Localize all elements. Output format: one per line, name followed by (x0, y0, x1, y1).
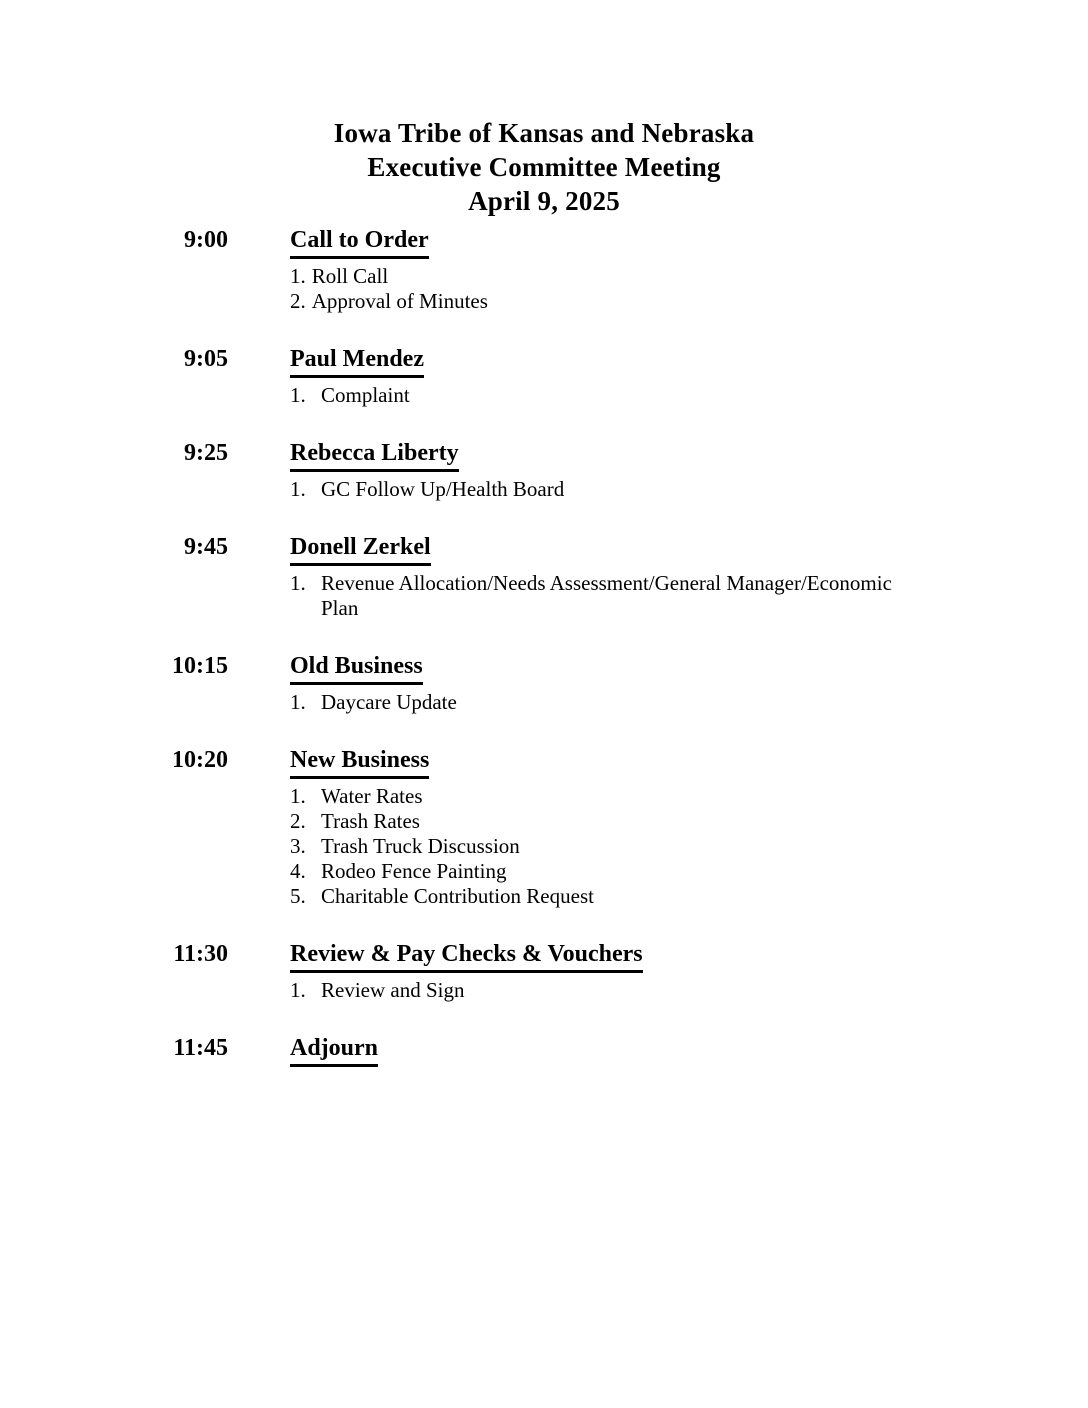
section-heading (290, 345, 424, 378)
agenda-section (0, 940, 1088, 1003)
section-items (290, 978, 643, 1003)
agenda-item (290, 264, 488, 289)
section-time: 9:00 (184, 227, 228, 253)
section-items (290, 784, 594, 909)
section-time: 11:45 (173, 1035, 228, 1061)
section-content (290, 1034, 378, 1067)
section-heading-text: Call to Order (290, 226, 429, 259)
item-text: Review and Sign (321, 978, 465, 1002)
agenda-item (290, 784, 594, 809)
agenda-section (0, 345, 1088, 408)
item-text: GC Follow Up/Health Board (321, 477, 565, 501)
section-content (290, 940, 643, 1003)
agenda-sections (0, 226, 1088, 1067)
section-time: 9:25 (184, 440, 228, 466)
item-number: 1. (290, 477, 306, 501)
item-number: 1. (290, 784, 306, 808)
section-heading-text: Adjourn (290, 1034, 378, 1067)
section-items (290, 383, 424, 408)
item-number: 3. (290, 834, 306, 858)
agenda-section (0, 1034, 1088, 1067)
item-text: Approval of Minutes (311, 289, 488, 313)
agenda-section (0, 533, 1088, 621)
section-heading-text: New Business (290, 746, 429, 779)
agenda-item (290, 809, 594, 834)
agenda-section (0, 652, 1088, 715)
agenda-section (0, 226, 1088, 314)
document-date: April 9, 2025 (468, 186, 620, 216)
section-time: 9:05 (184, 346, 228, 372)
item-text: Daycare Update (321, 690, 457, 714)
section-heading (290, 533, 909, 566)
section-heading (290, 940, 643, 973)
section-heading-text: Rebecca Liberty (290, 439, 459, 472)
document-subtitle: Executive Committee Meeting (367, 152, 721, 182)
agenda-item (290, 383, 424, 408)
agenda-item (290, 834, 594, 859)
section-time: 9:45 (184, 534, 228, 560)
agenda-section (0, 439, 1088, 502)
agenda-item (290, 884, 594, 909)
section-heading-text: Review & Pay Checks & Vouchers (290, 940, 643, 973)
item-number: 1. (290, 978, 306, 1002)
section-content (290, 746, 594, 909)
section-items (290, 571, 909, 621)
section-heading-text: Donell Zerkel (290, 533, 431, 566)
section-heading-text: Paul Mendez (290, 345, 424, 378)
item-number: 2. (290, 809, 306, 833)
item-number: 1. (290, 690, 306, 714)
section-items (290, 264, 488, 314)
item-number: 1. (290, 571, 306, 595)
agenda-item (290, 477, 564, 502)
section-content (290, 652, 457, 715)
item-text: Rodeo Fence Painting (321, 859, 507, 883)
section-items (290, 690, 457, 715)
agenda-item (290, 978, 643, 1003)
item-text: Revenue Allocation/Needs Assessment/General Manager/Economic Plan (321, 571, 892, 620)
item-text: Water Rates (321, 784, 423, 808)
section-time: 11:30 (173, 941, 228, 967)
agenda-section (0, 746, 1088, 909)
section-items (290, 477, 564, 502)
item-text: Roll Call (311, 264, 389, 288)
agenda-item (290, 289, 488, 314)
section-heading (290, 746, 594, 779)
item-number: 5. (290, 884, 306, 908)
section-time: 10:20 (172, 747, 228, 773)
section-content (290, 226, 488, 314)
section-content (290, 533, 909, 621)
section-heading-text: Old Business (290, 652, 423, 685)
agenda-item (290, 859, 594, 884)
agenda-item (290, 571, 909, 621)
item-text: Complaint (321, 383, 410, 407)
section-heading (290, 226, 488, 259)
agenda-item (290, 690, 457, 715)
document-title-block (0, 116, 1088, 218)
item-text: Trash Truck Discussion (321, 834, 520, 858)
section-heading (290, 652, 457, 685)
item-text: Trash Rates (321, 809, 420, 833)
section-content (290, 439, 564, 502)
section-heading (290, 1034, 378, 1067)
item-number: 4. (290, 859, 306, 883)
item-number: 1. (290, 383, 306, 407)
item-text: Charitable Contribution Request (321, 884, 594, 908)
section-content (290, 345, 424, 408)
item-number: 1. (290, 264, 306, 288)
document-title: Iowa Tribe of Kansas and Nebraska (333, 118, 755, 148)
item-number: 2. (290, 289, 306, 313)
section-heading (290, 439, 564, 472)
section-time: 10:15 (172, 653, 228, 679)
